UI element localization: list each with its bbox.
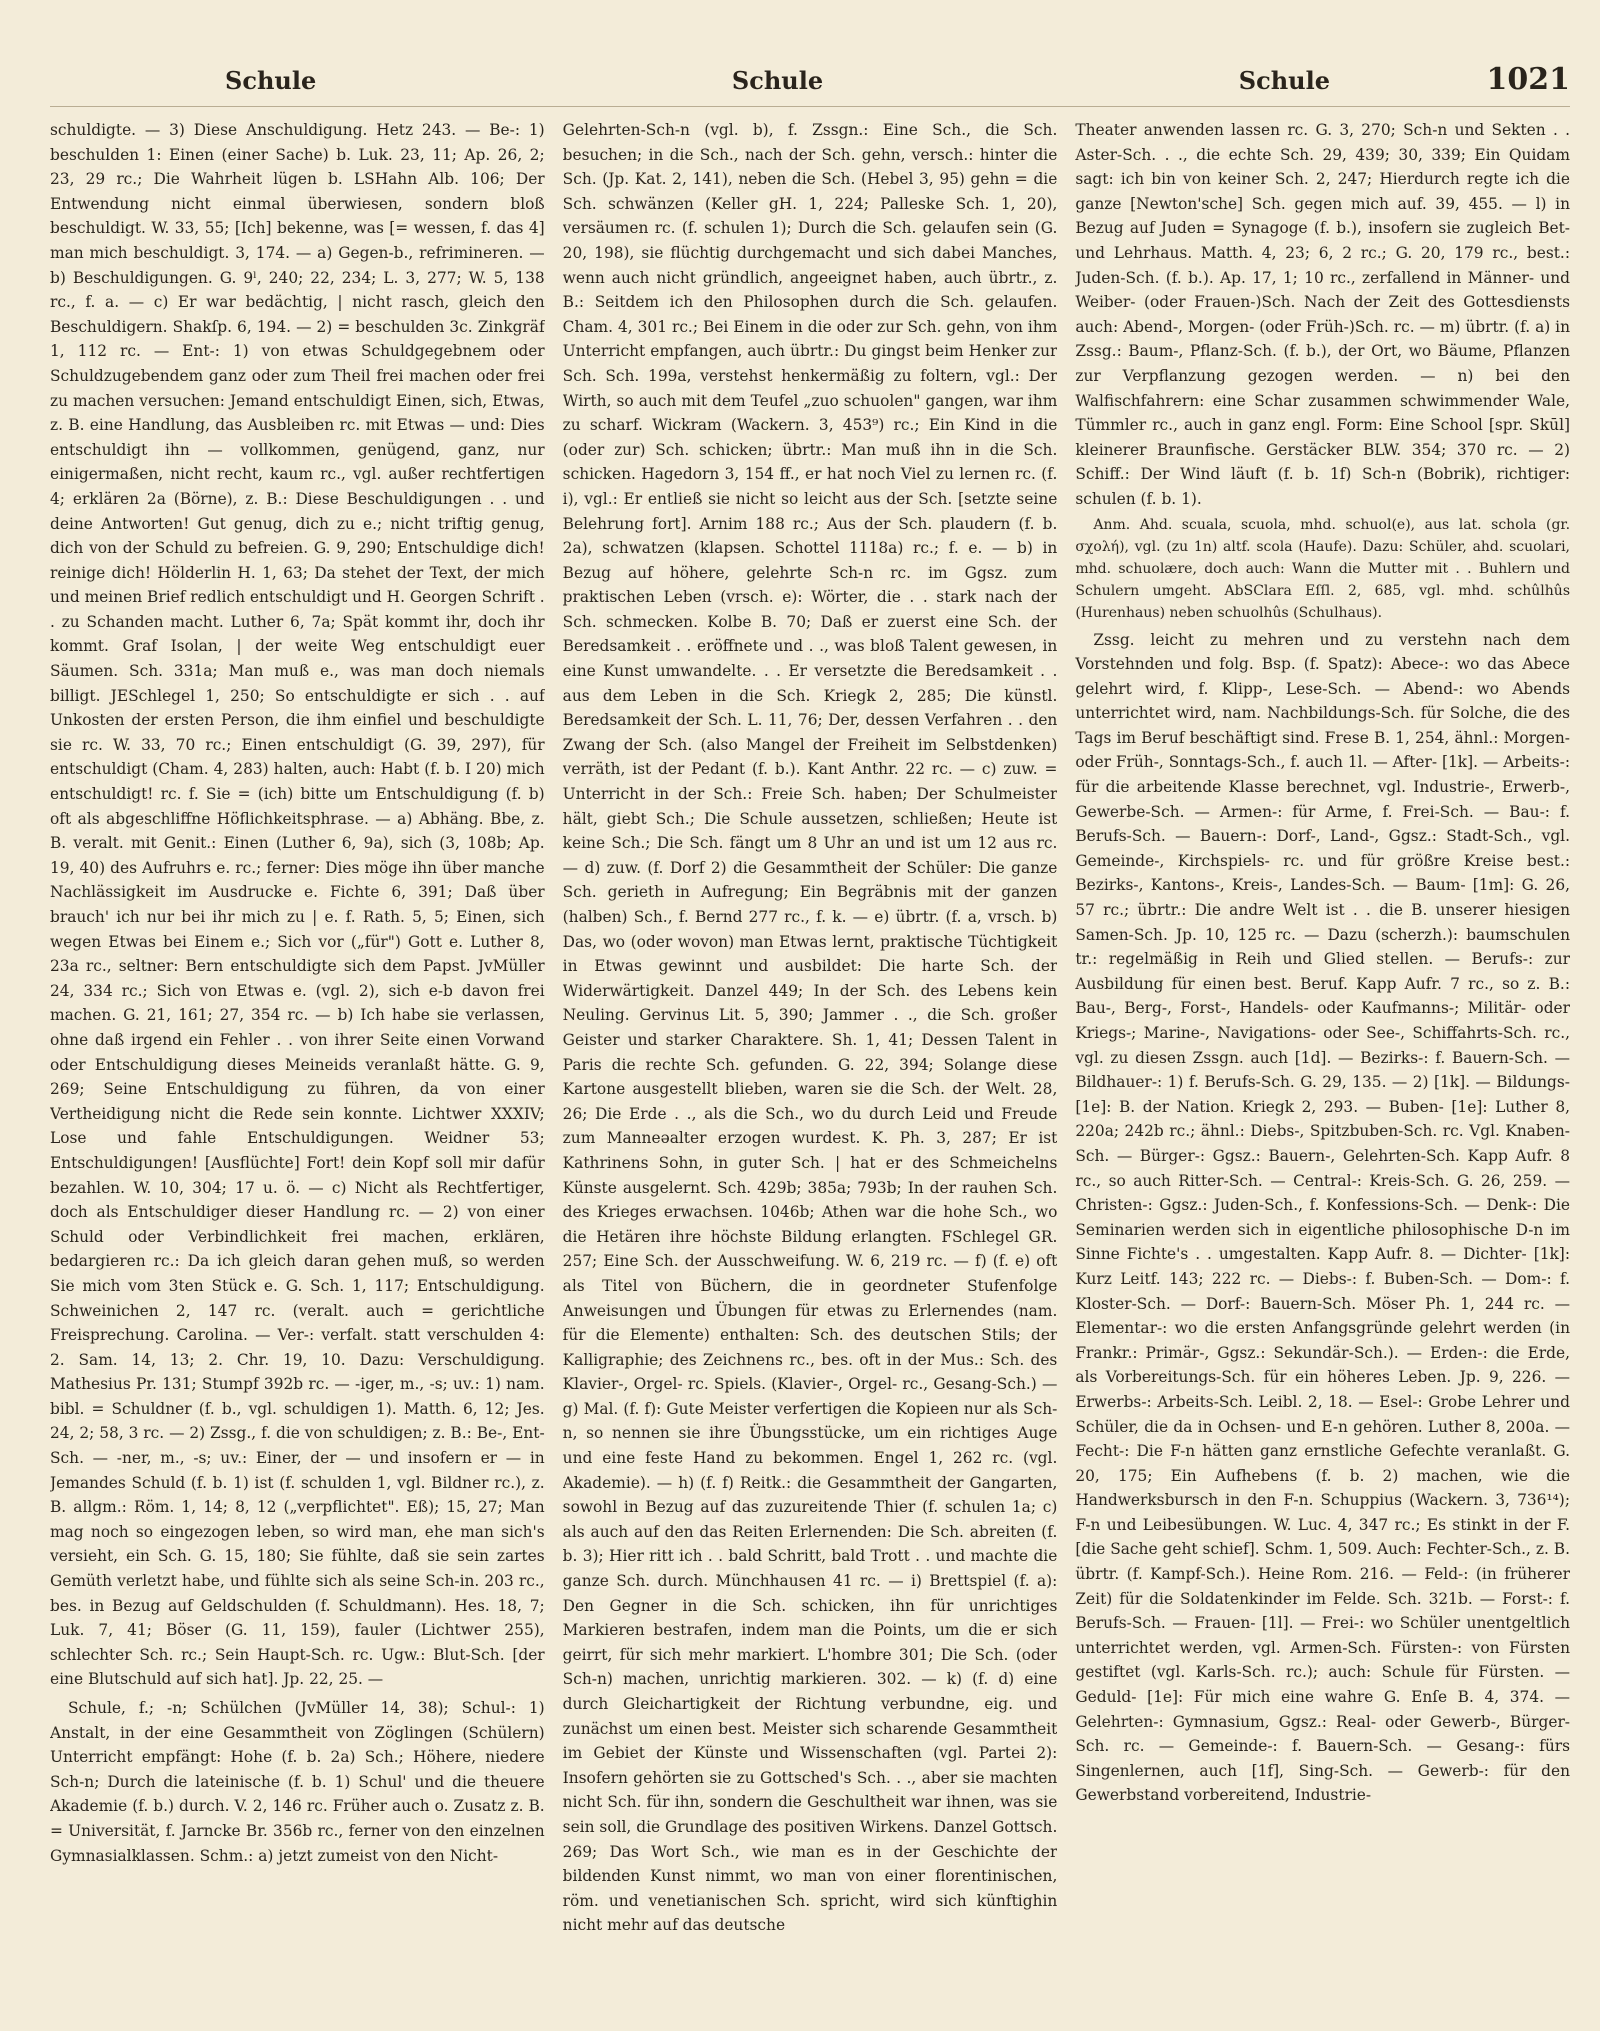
column-left-paragraph-1: schuldigte. — 3) Diese Anschuldigung. Hetz 243. — Be-: 1) beschulden 1: Einen (einer Sache) b. Luk. 23, 11; Ap. 26, 2; 23, 29 rc.; Die Wahrheit lügen b. LSHahn Alb. 106; Der Entwendung nicht einmal überwiesen, sondern bloß beschuldigt. W. 33, 55; [Ich] bekenne, was [= wessen, f. das 4] man mich beschuldigt. 3, 174. — a) Gegen-b., refrimineren. — b) Beschuldigungen. G. 9ˡ, 240; 22, 234; L. 3, 277; W. 5, 138 rc., f. a. — c) Er war bedächtig, | nicht rasch, gleich den Beschuldigern. Shakſp. 6, 194. — 2) = beschulden 3c. Zinkgräf 1, 112 rc. — Ent-: 1) von etwas Schuldgegebnem oder Schuldzugebendem ganz oder zum Theil frei machen oder frei zu machen versuchen: Jemand entschuldigt Einen, sich, Etwas, z. B. eine Handlung, das Ausbleiben rc. mit Etwas — und: Dies entschuldigt ihn — vollkommen, genügend, ganz, nur einigermaßen, nicht recht, kaum rc., vgl. außer rechtfertigen 4; erklären 2a (Börne), z. B.: Diese Beschuldigungen . . und deine Antworten! Gut genug, dich zu e.; nicht triftig genug, dich von der Schuld zu befreien. G. 9, 290; Entschuldige dich! reinige dich! Hölderlin H. 1, 63; Da stehet der Text, der mich und meinen Brief redlich entschuldigt und H. Georgen Schrift . . zu Schanden macht. Luther 6, 7a; Spät kommt ihr, doch ihr kommt. Graf Isolan, | der weite Weg entschuldigt euer Säumen. Sch. 331a; Man muß e., was man doch niemals billigt. JESchlegel 1, 250; So entschuldigte er sich . . auf Unkosten der ersten Person, die ihm einfiel und beschuldigte sie rc. W. 33, 70 rc.; Einen entschuldigt (G. 39, 297), für entschuldigt (Cham. 4, 283) halten, auch: Habt (f. b. I 20) mich entschuldigt! rc. f. Sie = (ich) bitte um Entschuldigung (f. b) oft als abgeschliffne Höflichkeitsphrase. — a) Abhäng. Bbe, z. B. veralt. mit Genit.: Einen (Luther 6, 9a), sich (3, 108b; Ap. 19, 40) des Aufruhrs e. rc.; ferner: Dies möge ihn über manche Nachlässigkeit im Ausdrucke e. Fichte 6, 391; Daß über brauch' ich nur bei ihr mich zu | e. f. Rath. 5, 5; Einen, sich wegen Etwas bei Einem e.; Sich vor („für") Gott e. Luther 8, 23a rc., seltner: Bern entschuldigte sich dem Papst. JvMüller 24, 334 rc.; Sich von Etwas e. (vgl. 2), sich e-b davon frei machen. G. 21, 161; 27, 354 rc. — b) Ich habe sie verlassen, ohne daß irgend ein Fehler . . von ihrer Seite einen Vorwand oder Entschuldigung dieses Meineids veranlaßt hätte. G. 9, 269; Seine Entschuldigung zu führen, da von einer Vertheidigung nicht die Rede sein konnte. Lichtwer XXXIV; Lose und fahle Entschuldigungen. Weidner 53; Entschuldigungen! [Ausflüchte] Fort! dein Kopf soll mir dafür bezahlen. W. 10, 304; 17 u. ö. — c) Nicht als Rechtfertiger, doch als Entschuldiger dieser Handlung rc. — 2) von einer Schuld oder Verbindlichkeit frei machen, erklären, bedargieren rc.: Da ich gleich daran gehen muß, so werden Sie mich vom 3ten Stück e. G. Sch. 1, 117; Entschuldigung. Schweinichen 2, 147 rc. (veralt. auch = gerichtliche Freisprechung. Carolina. — Ver-: verfalt. statt verschulden 4: 2. Sam. 14, 13; 2. Chr. 19, 10. Dazu: Verschuldigung. Mathesius Pr. 131; Stumpf 392b rc. — -iger, m., -s; uv.: 1) nam. bibl. = Schuldner (f. b., vgl. schuldigen 1). Matth. 6, 12; Jes. 24, 2; 58, 3 rc. — 2) Zssg., f. die von schuldigen; z. B.: Be-, Ent-Sch. — -ner, m., -s; uv.: Einer, der — und insofern er — in Jemandes Schuld (f. b. 1) ist (f. schulden 1, vgl. Bildner rc.), z. B. allgm.: Röm. 1, 14; 8, 12 („verpflichtet". Eß); 15, 27; Man mag noch so eingezogen leben, so wird man, ehe man sich's versieht, ein Sch. G. 15, 180; Sie fühlte, daß sie sein zartes Gemüth verletzt habe, und fühlte sich als seine Sch-in. 203 rc., bes. in Bezug auf Geldschulden (f. Schuldmann). Hes. 18, 7; Luk. 7, 41; Böser (G. 11, 159), fauler (Lichtwer 255), schlechter Sch. rc.; Sein Haupt-Sch. rc. Ugw.: Blut-Sch. [der eine Blutschuld auf sich hat]. Jp. 22, 25. — bbox=[50, 121, 545, 1689]
column-middle bbox=[563, 118, 1058, 2003]
compounds-section: Zssg. leicht zu mehren und zu verstehn nach dem Vorstehnden und folg. Bsp. (f. Spatz): Abece-: wo das Abece gelehrt wird, f. Klipp-, Lese-Sch. — Abend-: wo Abends unterrichtet wird, nam. Nachbildungs-Sch. für Solche, die des Tags im Beruf beschäftigt sind. Frese B. 1, 254, ähnl.: Morgen- oder Früh-, Sonntags-Sch., f. auch 1l. — After- [1k]. — Arbeits-: für die arbeitende Klasse berechnet, vgl. Industrie-, Erwerb-, Gewerbe-Sch. — Armen-: für Arme, f. Frei-Sch. — Bau-: f. Berufs-Sch. — Bauern-: Dorf-, Land-, Ggsz.: Stadt-Sch., vgl. Gemeinde-, Kirchspiels- rc. und für größre Kreise best.: Bezirks-, Kantons-, Kreis-, Landes-Sch. — Baum- [1m]: G. 26, 57 rc.; übrtr.: Die andre Welt ist . . die B. unserer hiesigen Samen-Sch. Jp. 10, 125 rc. — Dazu (scherzh.): baumschulen tr.: regelmäßig in Reih und Glied stellen. — Berufs-: zur Ausbildung für einen best. Beruf. Kapp Aufr. 7 rc., so z. B.: Bau-, Berg-, Forst-, Handels- oder Kaufmanns-; Militär- oder Kriegs-; Marine-, Navigations- oder See-, Schiffahrts-Sch. rc., vgl. zu diesen Zssgn. auch [1d]. — Bezirks-: f. Bauern-Sch. — Bildhauer-: 1) f. Berufs-Sch. G. 29, 135. — 2) [1k]. — Bildungs- [1e]: B. der Nation. Kriegk 2, 293. — Buben- [1e]: Luther 8, 220a; 242b rc.; ähnl.: Diebs-, Spitzbuben-Sch. rc. Vgl. Knaben-Sch. — Bürger-: Ggsz.: Bauern-, Gelehrten-Sch. Kapp Aufr. 8 rc., so auch Ritter-Sch. — Central-: Kreis-Sch. G. 26, 259. — Christen-: Ggsz.: Juden-Sch., f. Konfessions-Sch. — Denk-: Die Seminarien werden sich in eigentliche philosophische D-n im Sinne Fichte's . . umgestalten. Kapp Aufr. 8. — Dichter- [1k]: Kurz Leitf. 143; 222 rc. — Diebs-: f. Buben-Sch. — Dom-: f. Kloster-Sch. — Dorf-: Bauern-Sch. Möser Ph. 1, 244 rc. — Elementar-: wo die ersten Anfangsgründe gelehrt werden (in Frankr.: Primär-, Ggsz.: Sekundär-Sch.). — Erden-: die Erde, als Vorbereitungs-Sch. für ein höheres Leben. Jp. 9, 226. — Erwerbs-: Arbeits-Sch. Leibl. 2, 18. — Esel-: Grobe Lehrer und Schüler, die da in Ochsen- und E-n gehören. Luther 8, 200a. — Fecht-: Die F-n hätten ganz ernstliche Gefechte veranlaßt. G. 20, 175; Ein Aufhebens (f. b. 2) machen, wie die Handwerksbursch in den F-n. Schuppius (Wackern. 3, 736¹⁴); F-n und Leibesübungen. W. Luc. 4, 347 rc.; Es stinkt in der F. [die Sache geht schief]. Schm. 1, 509. Auch: Fechter-Sch., z. B. übrtr. (f. Kampf-Sch.). Heine Rom. 216. — Feld-: (in früherer Zeit) für die Soldatenkinder im Felde. Sch. 321b. — Forst-: f. Berufs-Sch. — Frauen- [1l]. — Frei-: wo Schüler unentgeltlich unterrichtet werden, vgl. Armen-Sch. Fürsten-: von Fürsten gestiftet (vgl. Karls-Sch. rc.); auch: Schule für Fürsten. — Geduld- [1e]: Für mich eine wahre G. Enſe B. 4, 374. — Gelehrten-: Gymnasium, Ggsz.: Real- oder Gewerb-, Bürger-Sch. rc. — Gemeinde-: f. Bauern-Sch. — Gesang-: fürs Singenlernen, auch [1f], Sing-Sch. — Gewerb-: für den Gewerbstand vorbereitend, Industrie- bbox=[1075, 630, 1571, 1805]
etymology-note: Anm. Ahd. scuala, scuola, mhd. schuol(e), aus lat. schola (gr. σχολή), vgl. (zu 1n) altf. scola (Haufe). Dazu: Schüler, ahd. scuolari, mhd. schuolære, doch auch: Wann die Mutter mit . . Buhlern und Schulern umgeht. AbSClara Eſſl. 2, 685, vgl. mhd. schûlhûs (Hurenhaus) neben schuolhûs (Schulhaus). bbox=[1075, 516, 1571, 621]
header-center-headword: Schule bbox=[731, 66, 824, 95]
column-middle-paragraph-1: Gelehrten-Sch-n (vgl. b), f. Zssgn.: Eine Sch., die Sch. besuchen; in die Sch., nach der Sch. gehn, versch.: hinter die Sch. (Jp. Kat. 2, 141), neben die Sch. (Hebel 3, 95) gehn = die Sch. schwänzen (Keller gH. 1, 224; Palleske Sch. 1, 20), versäumen rc. (f. schulen 1); Durch die Sch. gelaufen sein (G. 20, 198), sie flüchtig durchgemacht und sich dabei Manches, wenn auch nicht gründlich, angeeignet haben, auch übrtr., z. B.: Seitdem ich den Philosophen durch die Sch. gelaufen. Cham. 4, 301 rc.; Bei Einem in die oder zur Sch. gehn, von ihm Unterricht empfangen, auch übrtr.: Du gingst beim Henker zur Sch. Sch. 199a, verstehst henkermäßig zu foltern, vgl.: Der Wirth, so auch mit dem Teufel „zuo schuolen" gangen, war ihm zu scharf. Wickram (Wackern. 3, 453⁹) rc.; Ein Kind in die (oder zur) Sch. schicken; übrtr.: Man muß ihn in die Sch. schicken. Hagedorn 3, 154 ff., er hat noch Viel zu lernen rc. (f. i), vgl.: Er entließ sie nicht so leicht aus der Sch. [setzte seine Belehrung fort]. Arnim 188 rc.; Aus der Sch. plaudern (f. b. 2a), schwatzen (klapsen. Schottel 1118a) rc.; f. e. — b) in Bezug auf höhere, gelehrte Sch-n rc. im Ggsz. zum praktischen Leben (vrsch. e): Wörter, die . . stark nach der Sch. schmecken. Kolbe B. 70; Daß er zuerst eine Sch. der Beredsamkeit . . eröffnete und . ., was bloß Talent gewesen, in eine Kunst umwandelte. . . Er versetzte die Beredsamkeit . . aus dem Leben in die Sch. Kriegk 2, 285; Die künstl. Beredsamkeit der Sch. L. 11, 76; Der, dessen Verfahren . . den Zwang der Sch. (also Mangel der Freiheit im Selbstdenken) verräth, ist der Pedant (f. b.). Kant Anthr. 22 rc. — c) zuw. = Unterricht in der Sch.: Freie Sch. haben; Der Schulmeister hält, giebt Sch.; Die Schule aussetzen, schließen; Heute ist keine Sch.; Die Sch. fängt um 8 Uhr an und ist um 12 aus rc. — d) zuw. (f. Dorf 2) die Gesammtheit der Schüler: Die ganze Sch. gerieth in Aufregung; Ein Begräbnis mit der ganzen (halben) Sch., f. Bernd 277 rc., f. k. — e) übrtr. (f. a, vrsch. b) Das, wo (oder wovon) man Etwas lernt, praktische Tüchtigkeit in Etwas gewinnt und ausbildet: Die harte Sch. der Widerwärtigkeit. Danzel 449; In der Sch. des Lebens kein Neuling. Gervinus Lit. 5, 390; Jammer . ., die Sch. großer Geister und starker Charaktere. Sh. 1, 41; Dessen Talent in Paris die rechte Sch. gefunden. G. 22, 394; Solange diese Kartone ausgestellt blieben, waren sie die Sch. der Welt. 28, 26; Die Erde . ., als die Sch., wo du durch Leid und Freude zum Manneəalter erzogen wurdest. K. Ph. 3, 287; Er ist Kathrinens Sohn, in guter Sch. | hat er des Schmeichelns Künste ausgelernt. Sch. 429b; 385a; 793b; In der rauhen Sch. des Krieges erwachsen. 1046b; Athen war die hohe Sch., wo die Hetären ihre höchste Bildung erlangten. FSchlegel GR. 257; Eine Sch. der Ausschweifung. W. 6, 219 rc. — f) (f. e) oft als Titel von Büchern, die in geordneter Stufenfolge Anweisungen und Übungen für etwas zu Erlernendes (nam. für die Elemente) enthalten: Sch. des deutschen Stils; der Kalligraphie; des Zeichnens rc., bes. oft in der Mus.: Sch. des Klavier-, Orgel- rc. Spiels. (Klavier-, Orgel- rc., Gesang-Sch.) — g) Mal. (f. f): Gute Meister verfertigen die Kopieen nur als Sch-n, so nennen sie ihre Übungsstücke, um ein richtiges Auge und eine feste Hand zu bekommen. Engel 1, 262 rc. (vgl. Akademie). — h) (f. f) Reitk.: die Gesammtheit der Gangarten, sowohl in Bezug auf das zuzureitende Thier (f. schulen 1a; c) als auch auf den das Reiten Erlernenden: Die Sch. abreiten (f. b. 3); Hier ritt ich . . bald Schritt, bald Trott . . und machte die ganze Sch. durch. Münchhausen 41 rc. — i) Brettspiel (f. a): Den Gegner in die Sch. schicken, ihn für unrichtiges Markieren bestrafen, indem man die Points, um die er sich geirrt, für sich mehr markiert. L'hombre 301; Die Sch. (oder Sch-n) machen, unrichtig markieren. 302. — k) (f. d) eine durch Gleichartigkeit der Richtung verbundne, eig. und zunächst um einen best. Meister sich scharende Gesammtheit im Gebiet der Künste und Wissenschaften (vgl. Partei 2): Insofern gehörten sie zu Gottsched's Sch. . ., aber sie machten nicht Sch. für ihn, sondern die Geschultheit war ihnen, was sie sein soll, die Grundlage des positiven Wirkens. Danzel Gottsch. 269; Das Wort Sch., wie man es in der Geschichte der bildenden Kunst nimmt, wo man von einer florentinischen, röm. und venetianischen Sch. spricht, wird sich künftighin nicht mehr auf das deutsche bbox=[562, 121, 1058, 1935]
header-right-headword: Schule bbox=[1238, 66, 1330, 95]
text-columns bbox=[50, 118, 1570, 2003]
column-right-paragraph-1: Theater anwenden lassen rc. G. 3, 270; Sch-n und Sekten . . Aster-Sch. . ., die echte Sch. 29, 439; 30, 339; Ein Quidam sagt: ich bin von keiner Sch. 2, 247; Hierdurch regte ich die ganze [Newton'sche] Sch. gegen mich auf. 39, 455. — l) in Bezug auf Juden = Synagoge (f. b.), insofern sie zugleich Bet- und Lehrhaus. Matth. 4, 23; 6, 2 rc.; G. 20, 179 rc., best.: Juden-Sch. (f. b.). Ap. 17, 1; 10 rc., zerfallend in Männer- und Weiber- (oder Frauen-)Sch. Nach der Zeit des Gottesdiensts auch: Abend-, Morgen- (oder Früh-)Sch. rc. — m) übrtr. (f. a) in Zssg.: Baum-, Pflanz-Sch. (f. b.), der Ort, wo Bäume, Pflanzen zur Verpflanzung gezogen werden. — n) bei den Walfischfahrern: eine Schar zusammen schwimmender Wale, Tümmler rc., auch in ganz engl. Form: Eine School [spr. Skūl] kleinerer Braunfische. Gerstäcker BLW. 354; 370 rc. — 2) Schiff.: Der Wind läuft (f. b. 1f) Sch-n (Bobrik), richtiger: schulen (f. b. 1). bbox=[1075, 121, 1571, 508]
column-right bbox=[1075, 118, 1570, 2003]
page-number: 1021 bbox=[1486, 62, 1570, 97]
running-header bbox=[50, 62, 1570, 108]
header-left-headword: Schule bbox=[225, 66, 317, 95]
header-rule bbox=[50, 106, 1570, 107]
entry-schule-start: Schule, f.; -n; Schülchen (JvMüller 14, 38); Schul-: 1) Anstalt, in der eine Gesammtheit von Zöglingen (Schülern) Unterricht empfängt: Hohe (f. b. 2a) Sch.; Höhere, niedere Sch-n; Durch die lateinische (f. b. 1) Schul' und die theuere Akademie (f. b.) durch. V. 2, 146 rc. Früher auch o. Zusatz z. B. = Universität, f. Jarncke Br. 356b rc., ferner von den einzelnen Gymnasialklassen. Schm.: a) jetzt zumeist von den Nicht- bbox=[50, 1699, 545, 1865]
column-left bbox=[50, 118, 545, 2003]
